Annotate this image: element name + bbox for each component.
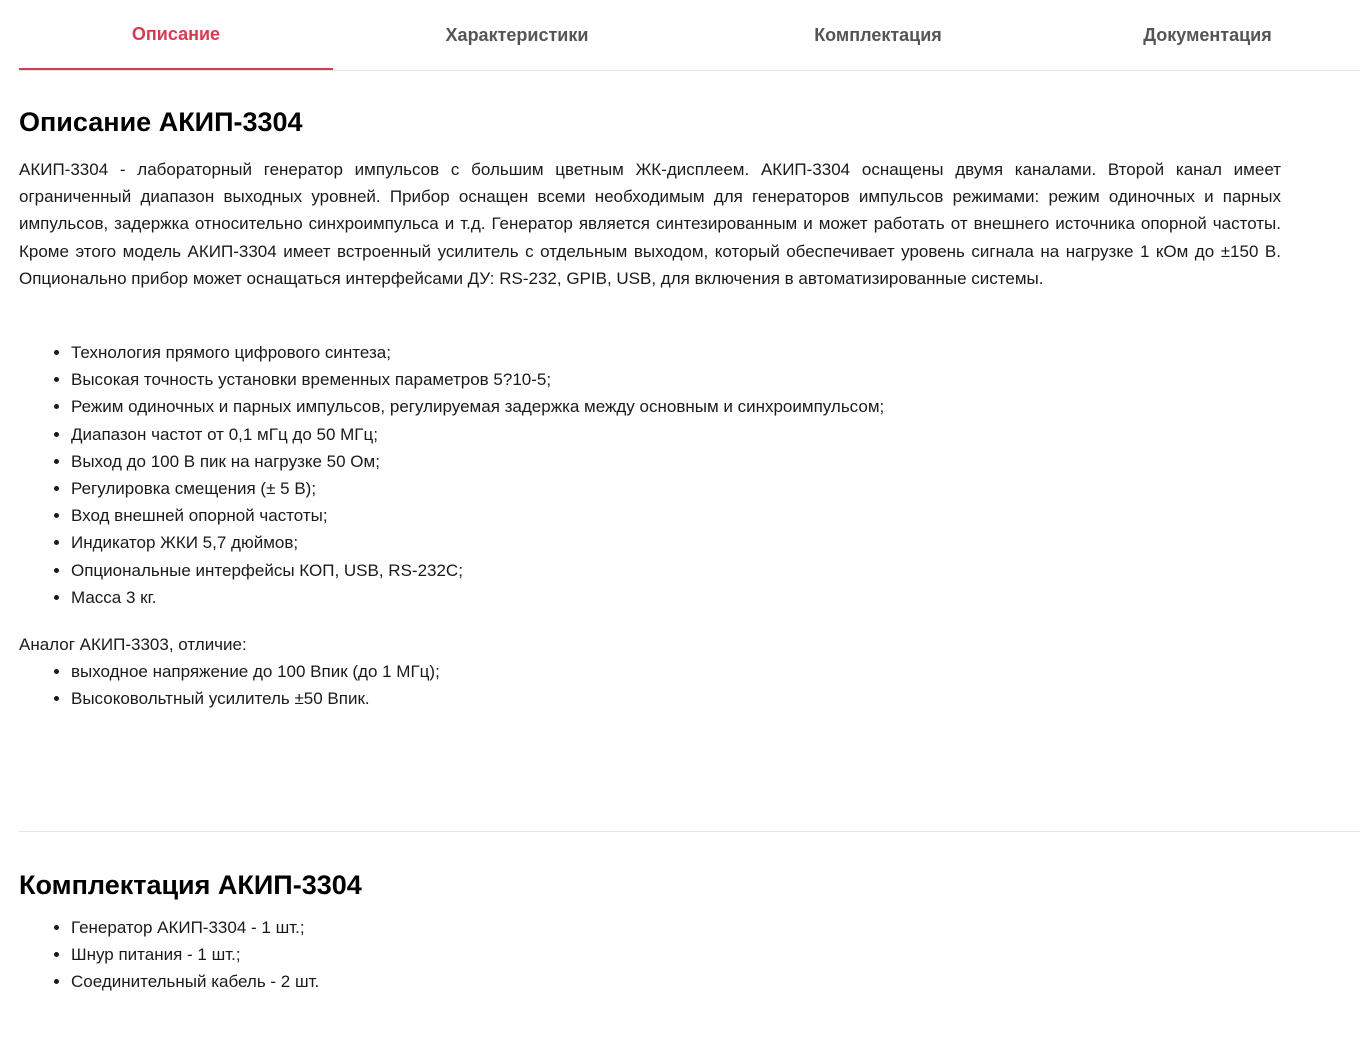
list-item: • Технология прямого цифрового синтеза; <box>71 339 1281 366</box>
description-text: АКИП-3304 - лабораторный генератор импульсов с большим цветным ЖК-дисплеем. АКИП-3304 оснащены двумя каналами. Второй канал имеет ограниченный диапазон выходных уровней. Прибор оснащен всеми необходимым для генераторов импульсов режимами: режим одиночных и парных импульсов, задержка относительно синхроимпульса и т.д. Генератор является синтезированным и может работать от внешнего источника опорной частоты. Кроме этого модель АКИП-3304 имеет встроенный усилитель с отдельным выходом, который обеспечивает уровень сигнала на нагрузке 1 кОм до ±150 В. Опционально прибор может оснащаться интерфейсами ДУ: RS-232, GPIB, USB, для включения в автоматизированные системы. <box>19 160 1281 288</box>
kit-list <box>19 914 1281 996</box>
kit-title: Комплектация АКИП-3304 <box>19 870 362 900</box>
tab-characteristics[interactable]: Характеристики <box>445 24 589 45</box>
list-item: • Опциональные интерфейсы КОП, USB, RS-232C; <box>71 557 1281 584</box>
list-item: • Индикатор ЖКИ 5,7 дюймов; <box>71 529 1281 556</box>
description-section <box>19 100 1281 713</box>
list-item: • Шнур питания - 1 шт.; <box>71 941 1281 968</box>
section-divider <box>19 831 1360 832</box>
features-list <box>19 339 1281 611</box>
list-item: • Диапазон частот от 0,1 мГц до 50 МГц; <box>71 421 1281 448</box>
tab-documentation[interactable]: Документация <box>1143 24 1272 45</box>
list-item: • Масса 3 кг. <box>71 584 1281 611</box>
description-title: Описание АКИП-3304 <box>19 107 303 137</box>
tab-description[interactable]: Описание <box>19 0 333 70</box>
list-item: • Высоковольтный усилитель ±50 Впик. <box>71 685 1281 712</box>
analog-list <box>19 658 1281 712</box>
list-item: • Высокая точность установки временных параметров 5?10-5; <box>71 366 1281 393</box>
list-item: • Регулировка смещения (± 5 В); <box>71 475 1281 502</box>
list-item: • Генератор АКИП-3304 - 1 шт.; <box>71 914 1281 941</box>
list-item: • Выход до 100 В пик на нагрузке 50 Ом; <box>71 448 1281 475</box>
tab-kit[interactable]: Комплектация <box>814 24 942 45</box>
list-item: • Режим одиночных и парных импульсов, регулируемая задержка между основным и синхроимпульсом; <box>71 393 1281 420</box>
list-item: • Соединительный кабель - 2 шт. <box>71 968 1281 995</box>
tab-bar <box>19 0 1360 71</box>
list-item: • Вход внешней опорной частоты; <box>71 502 1281 529</box>
kit-section <box>19 863 1281 996</box>
list-item: • выходное напряжение до 100 Впик (до 1 МГц); <box>71 658 1281 685</box>
analog-label: Аналог АКИП-3303, отличие: <box>19 635 247 655</box>
